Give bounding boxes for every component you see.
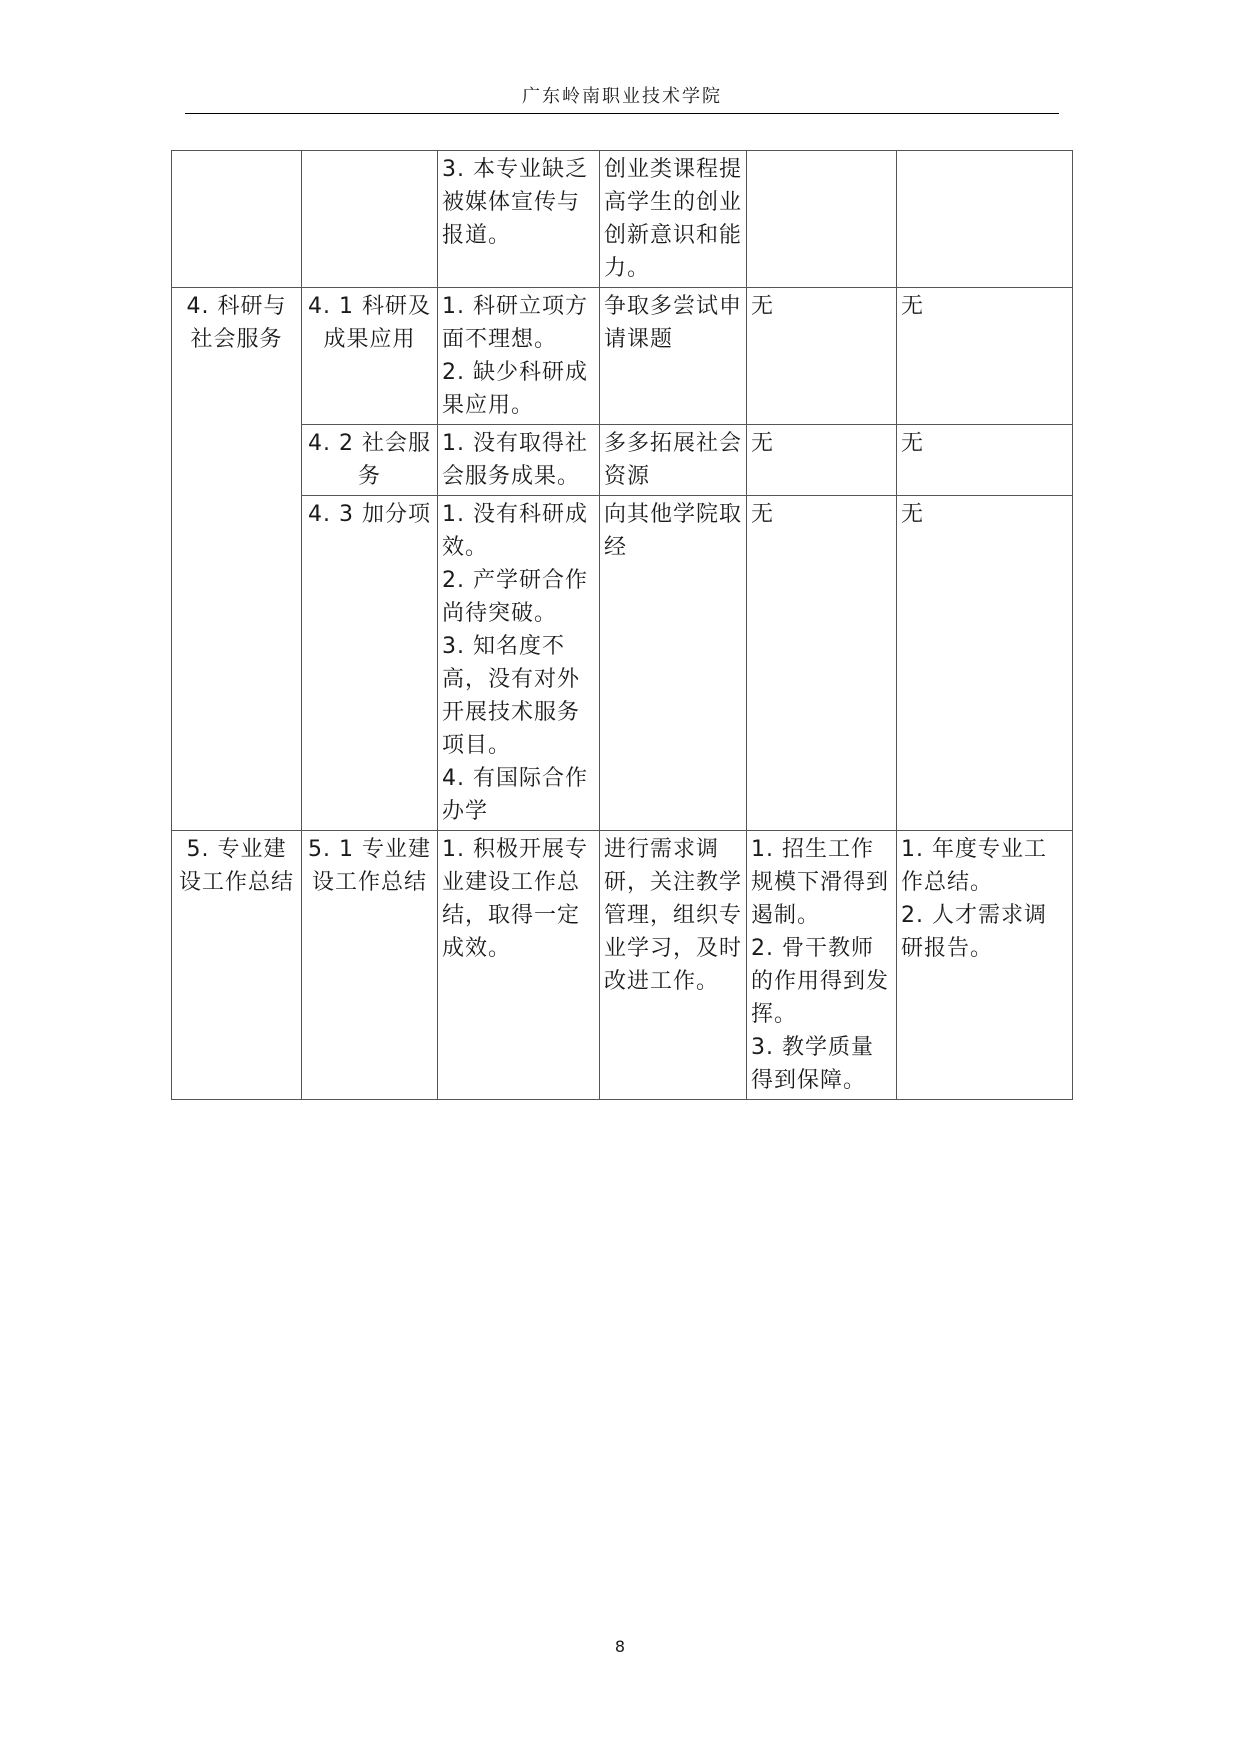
cell-item: 4. 1 科研及成果应用 bbox=[302, 288, 438, 425]
cell-line: 1. 积极开展专业建设工作总结，取得一定成效。 bbox=[442, 837, 588, 961]
cell-measures bbox=[600, 151, 747, 288]
cell-line: 2. 骨干教师的作用得到发挥。 bbox=[751, 936, 890, 1027]
cell-problems bbox=[438, 151, 600, 288]
table-row bbox=[172, 831, 1073, 1100]
cell-results bbox=[747, 151, 897, 288]
cell-line: 2. 人才需求调研报告。 bbox=[901, 903, 1047, 961]
header-divider bbox=[185, 113, 1059, 114]
cell-line: 1. 年度专业工作总结。 bbox=[901, 837, 1047, 895]
cell-item: 4. 2 社会服务 bbox=[302, 425, 438, 496]
cell-line: 1. 没有科研成效。 bbox=[442, 502, 588, 560]
cell-line: 4. 有国际合作办学 bbox=[442, 766, 588, 824]
cell-evidence bbox=[897, 151, 1073, 288]
cell-category: 5. 专业建设工作总结 bbox=[172, 831, 302, 1100]
cell-line: 无 bbox=[901, 431, 925, 456]
cell-evidence bbox=[897, 425, 1073, 496]
table-row bbox=[172, 496, 1073, 831]
cell-problems bbox=[438, 425, 600, 496]
cell-line: 3. 知名度不高，没有对外开展技术服务项目。 bbox=[442, 634, 581, 758]
cell-line: 2. 缺少科研成果应用。 bbox=[442, 360, 588, 418]
cell-problems bbox=[438, 496, 600, 831]
cell-category bbox=[172, 151, 302, 288]
cell-line: 1. 招生工作规模下滑得到遏制。 bbox=[751, 837, 890, 928]
cell-measures bbox=[600, 425, 747, 496]
table-row bbox=[172, 425, 1073, 496]
cell-line: 无 bbox=[901, 502, 925, 527]
cell-results bbox=[747, 496, 897, 831]
page-number: 8 bbox=[614, 1637, 626, 1656]
cell-item: 5. 1 专业建设工作总结 bbox=[302, 831, 438, 1100]
cell-line: 3. 教学质量得到保障。 bbox=[751, 1035, 874, 1093]
cell-line: 无 bbox=[901, 294, 925, 319]
cell-measures bbox=[600, 831, 747, 1100]
cell-line: 1. 科研立项方面不理想。 bbox=[442, 294, 588, 352]
cell-evidence bbox=[897, 831, 1073, 1100]
cell-item bbox=[302, 151, 438, 288]
cell-measures bbox=[600, 496, 747, 831]
cell-problems bbox=[438, 288, 600, 425]
table-row bbox=[172, 288, 1073, 425]
cell-line: 1. 没有取得社会服务成果。 bbox=[442, 431, 588, 489]
cell-line: 2. 产学研合作尚待突破。 bbox=[442, 568, 588, 626]
cell-item: 4. 3 加分项 bbox=[302, 496, 438, 831]
cell-results bbox=[747, 425, 897, 496]
evaluation-table bbox=[171, 150, 1073, 1100]
page-header-title: 广东岭南职业技术学院 bbox=[522, 86, 722, 107]
cell-line: 创业类课程提高学生的创业创新意识和能力。 bbox=[604, 157, 743, 281]
cell-line: 3. 本专业缺乏被媒体宣传与报道。 bbox=[442, 157, 588, 248]
cell-line: 进行需求调研，关注教学管理，组织专业学习，及时改进工作。 bbox=[604, 837, 743, 994]
cell-line: 争取多尝试申请课题 bbox=[604, 294, 743, 352]
cell-results bbox=[747, 831, 897, 1100]
cell-evidence bbox=[897, 496, 1073, 831]
cell-measures bbox=[600, 288, 747, 425]
table-row bbox=[172, 151, 1073, 288]
cell-line: 无 bbox=[751, 294, 775, 319]
cell-line: 向其他学院取经 bbox=[604, 502, 743, 560]
cell-evidence bbox=[897, 288, 1073, 425]
cell-line: 多多拓展社会资源 bbox=[604, 431, 743, 489]
cell-results bbox=[747, 288, 897, 425]
cell-line: 无 bbox=[751, 431, 775, 456]
cell-category: 4. 科研与社会服务 bbox=[172, 288, 302, 831]
cell-problems bbox=[438, 831, 600, 1100]
cell-line: 无 bbox=[751, 502, 775, 527]
